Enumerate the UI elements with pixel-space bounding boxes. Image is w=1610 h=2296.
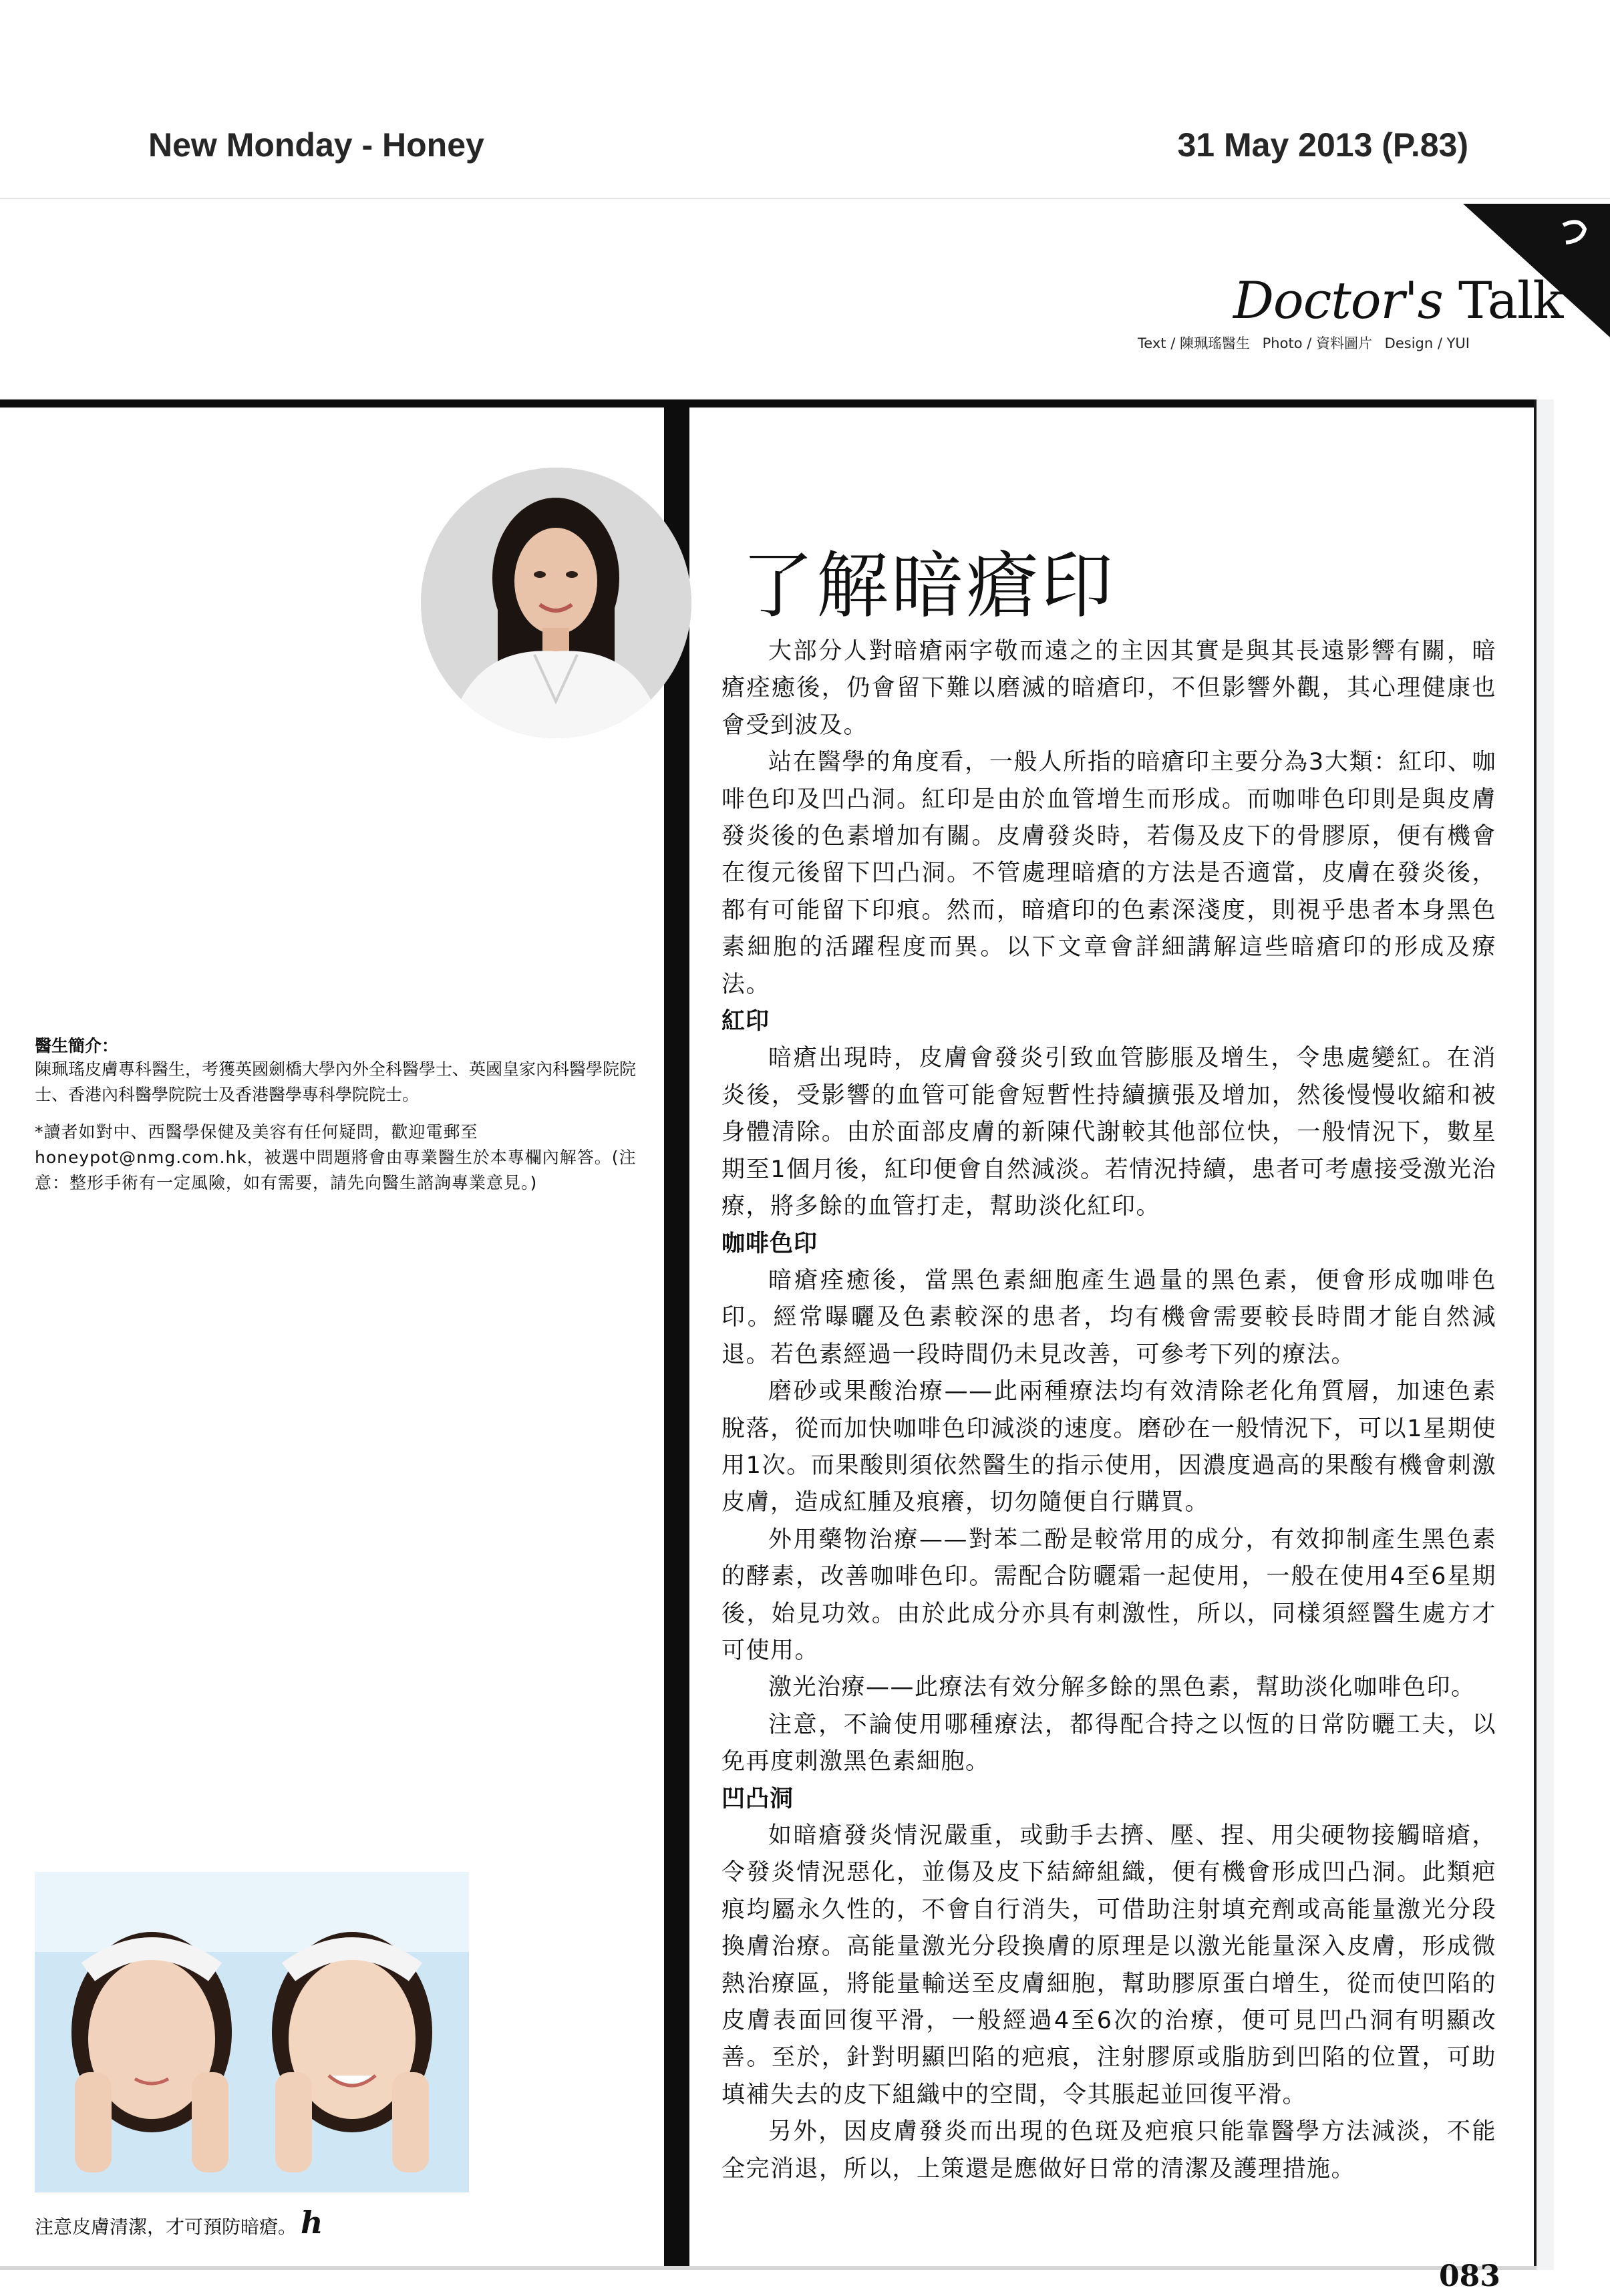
article-title: 了解暗瘡印: [742, 544, 1116, 628]
issue-date-page: 31 May 2013 (P.83): [1177, 126, 1468, 164]
top-rule: [0, 399, 1537, 407]
credit-design: Design / YUI: [1384, 335, 1470, 351]
brown-paragraph: 外用藥物治療——對苯二酚是較常用的成分，有效抑制產生黑色素的酵素，改善咖啡色印。需配合防曬霜一起使用，一般在使用4至6星期後，始見功效。由於此成分亦具有刺激性，所以，同樣須經醫生處方才可使用。: [721, 1526, 1496, 1664]
header-divider: [0, 198, 1610, 199]
brown-paragraph: 磨砂或果酸治療——此兩種療法均有效清除老化角質層，加速色素脫落，從而加快咖啡色印減淡的速度。磨砂在一般情況下，可以1星期使用1次。而果酸則須依然醫生的指示使用，因濃度過高的果酸有機會刺激皮膚，造成紅腫及痕癢，切勿隨便自行購買。: [721, 1378, 1496, 1516]
section-heading-red: 紅印: [721, 1008, 770, 1035]
brown-paragraph: 注意，不論使用哪種療法，都得配合持之以恆的日常防曬工夫，以免再度刺激黑色素細胞。: [721, 1711, 1496, 1776]
pits-paragraph: 另外，因皮膚發炎而出現的色斑及疤痕只能靠醫學方法減淡，不能全完消退，所以，上策還是應做好日常的清潔及護理措施。: [721, 2118, 1496, 2182]
skincare-photo: [35, 1872, 469, 2192]
column-divider-bar: [664, 399, 689, 2270]
section-heading-pits: 凹凸洞: [721, 1785, 794, 1812]
section-heading-brown: 咖啡色印: [721, 1230, 818, 1257]
right-border: [1534, 399, 1537, 2270]
brown-paragraph: 激光治療——此療法有效分解多餘的黑色素，幫助淡化咖啡色印。: [768, 1674, 1476, 1701]
honey-logo-mark: h: [301, 2204, 323, 2241]
red-paragraph: 暗瘡出現時，皮膚會發炎引致血管膨脹及增生，令患處變紅。在消炎後，受影響的血管可能會短暫性持續擴張及增加，然後慢慢收縮和被身體清除。由於面部皮膚的新陳代謝較其他部位快，一般情況下，數星期至1個月後，紅印便會自然減淡。若情況持續，患者可考慮接受激光治療，將多餘的血管打走，幫助淡化紅印。: [721, 1045, 1496, 1220]
doctor-bio: 陳珮瑤皮膚專科醫生，考獲英國劍橋大學內外全科醫學士、英國皇家內科醫學院院士、香港內科醫學院院士及香港醫學專科學院院士。: [35, 1059, 637, 1104]
intro-paragraph: 大部分人對暗瘡兩字敬而遠之的主因其實是與其長遠影響有關，暗瘡痊癒後，仍會留下難以磨滅的暗瘡印，不但影響外觀，其心理健康也會受到波及。: [721, 638, 1496, 739]
bottom-rule: [0, 2266, 1537, 2270]
credit-photo: Photo / 資料圖片: [1262, 335, 1372, 351]
doctor-portrait: [421, 468, 691, 738]
article-credits: [1130, 333, 1470, 353]
brown-paragraph: 暗瘡痊癒後，當黑色素細胞產生過量的黑色素，便會形成咖啡色印。經常曝曬及色素較深的患者，均有機會需要較長時間才能自然減退。若色素經過一段時間仍未見改善，可參考下列的療法。: [721, 1267, 1496, 1368]
column-title: [1233, 271, 1563, 330]
bio-heading: 醫生簡介：: [35, 1036, 119, 1055]
intro-paragraph: 站在醫學的角度看，一般人所指的暗瘡印主要分為3大類：紅印、咖啡色印及凹凸洞。紅印是由於血管增生而形成。而咖啡色印則是與皮膚發炎後的色素增加有關。皮膚發炎時，若傷及皮下的骨膠原，便有機會在復元後留下凹凸洞。不管處理暗瘡的方法是否適當，皮膚在發炎後，都有可能留下印痕。然而，暗瘡印的色素深淺度，則視乎患者本身黑色素細胞的活躍程度而異。以下文章會詳細講解這些暗瘡印的形成及療法。: [721, 749, 1496, 998]
reader-note: *讀者如對中、西醫學保健及美容有任何疑問，歡迎電郵至honeypot@nmg.com.hk，被選中問題將會由專業醫生於本專欄內解答。(注意：整形手術有一定風險，如有需要，請先向醫生諮詢專業意見。): [35, 1122, 637, 1192]
photo-caption: [35, 2204, 323, 2241]
right-edge-band: [1534, 399, 1554, 2270]
page-number: 083: [1439, 2259, 1500, 2293]
credit-text: Text / 陳珮瑤醫生: [1138, 335, 1250, 351]
column-title-doctor: Doctor's: [1233, 271, 1443, 330]
column-title-talk: Talk: [1442, 271, 1563, 330]
article-body: [721, 633, 1496, 2188]
publication-name: New Monday - Honey: [148, 126, 484, 164]
caption-text: 注意皮膚清潔，才可預防暗瘡。: [35, 2216, 297, 2238]
pits-paragraph: 如暗瘡發炎情況嚴重，或動手去擠、壓、捏、用尖硬物接觸暗瘡，令發炎情況惡化，並傷及皮下結締組織，便有機會形成凹凸洞。此類疤痕均屬永久性的，不會自行消失，可借助注射填充劑或高能量激光分段換膚治療。高能量激光分段換膚的原理是以激光能量深入皮膚，形成微熱治療區，將能量輸送至皮膚細胞，幫助膠原蛋白增生，從而使凹陷的皮膚表面回復平滑，一般經過4至6次的治療，便可見凹凸洞有明顯改善。至於，針對明顯凹陷的疤痕，注射膠原或脂肪到凹陷的位置，可助填補失去的皮下組織中的空間，令其脹起並回復平滑。: [721, 1822, 1496, 2108]
